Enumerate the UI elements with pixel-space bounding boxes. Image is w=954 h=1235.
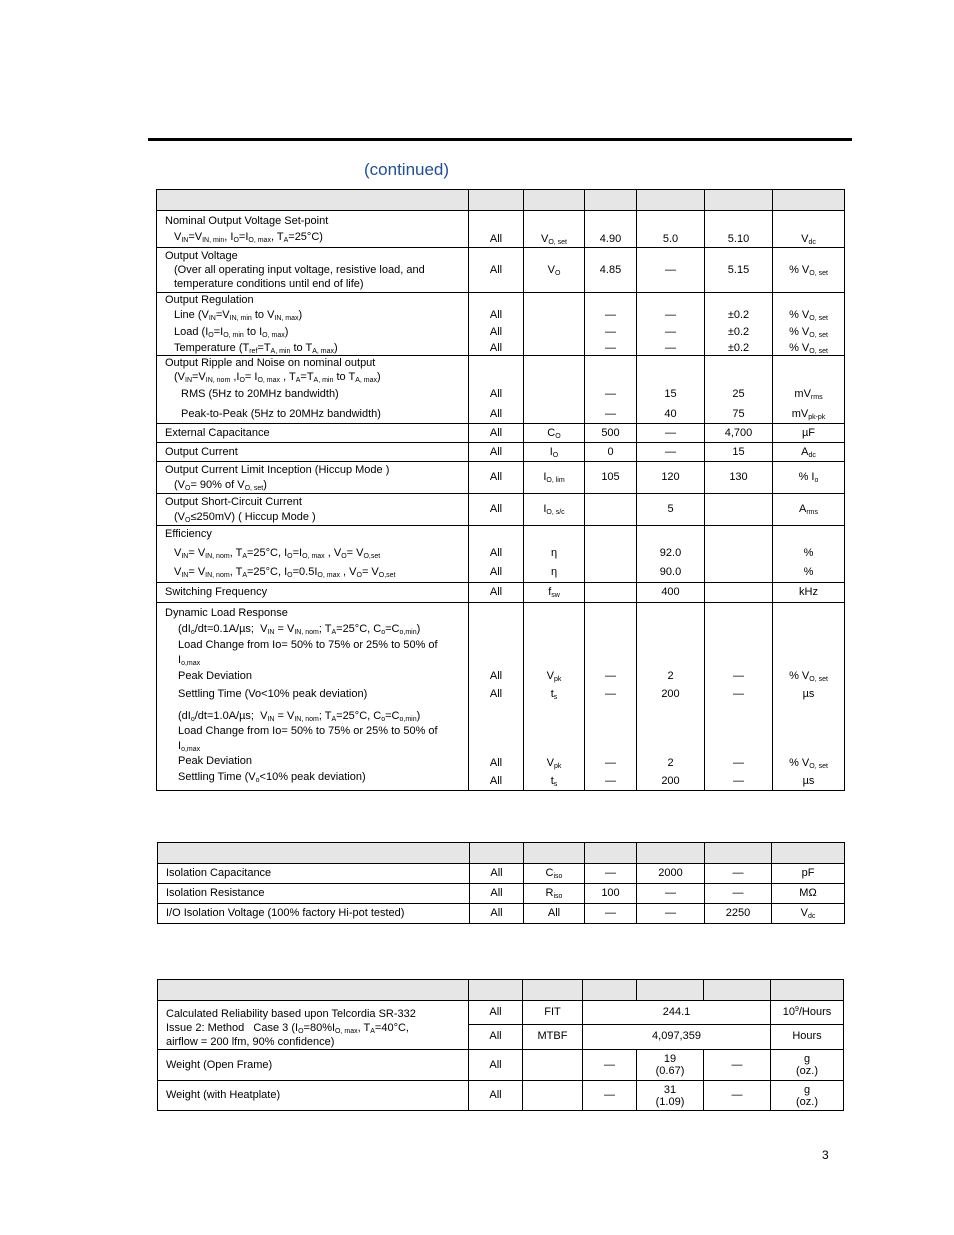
device-cell: All xyxy=(470,864,524,884)
symbol-cell: $C_{iso}$ xyxy=(524,864,585,884)
table-row xyxy=(157,494,845,526)
param-condition: Settling Time (Vo<10% peak deviation) xyxy=(178,688,368,700)
unit-cell: % $V_{O, set}$ xyxy=(789,757,828,770)
top-rule xyxy=(148,138,852,141)
table-row xyxy=(158,1081,844,1111)
typ-cell: — xyxy=(637,248,705,293)
unit-cell: $A_{rms}$ xyxy=(773,494,845,526)
device-cell: All xyxy=(489,757,503,769)
param-condition: Temperature ($T_{ref}=T_{A, min}$ to $T_{A, max}$) xyxy=(174,342,338,355)
unit-grams: g xyxy=(803,1053,811,1065)
param-condition: $V_{IN}= V_{IN, nom}$, $T_A=25^\circ C$, $I_O=0.5I_{O, max}$ , $V_O= V_{O,set}$ xyxy=(174,566,396,579)
symbol-cell: $C_O$ xyxy=(524,424,585,443)
param-condition: Peak Deviation xyxy=(178,755,252,767)
unit-cell: $A_{dc}$ xyxy=(773,443,845,462)
symbol-cell: $I_{O, s/c}$ xyxy=(524,494,585,526)
device-cell: All xyxy=(469,462,524,494)
table-header-row xyxy=(157,190,845,211)
typ-cell: 2 xyxy=(667,757,674,769)
unit-ounces: (oz.) xyxy=(796,1065,818,1077)
min-cell: 105 xyxy=(585,462,637,494)
typ-cell: 120 xyxy=(637,462,705,494)
table-row xyxy=(157,583,845,603)
weight-grams: 31 xyxy=(663,1083,677,1096)
min-cell: — xyxy=(605,326,616,338)
min-cell: — xyxy=(605,388,616,400)
table-row xyxy=(157,462,845,494)
table-row xyxy=(157,211,845,248)
typ-cell xyxy=(637,1050,704,1081)
typ-cell: — xyxy=(665,309,676,321)
table-header-row xyxy=(158,980,844,1001)
max-cell: — xyxy=(733,688,744,700)
min-cell: — xyxy=(605,688,616,700)
param-label: Efficiency xyxy=(165,528,212,540)
device-cell: All xyxy=(489,342,503,354)
table-row xyxy=(157,443,845,462)
min-cell: 0 xyxy=(585,443,637,462)
param-condition: RMS (5Hz to 20MHz bandwidth) xyxy=(181,388,339,400)
max-cell: 4,700 xyxy=(705,424,773,443)
max-cell: 15 xyxy=(705,443,773,462)
max-cell: 5.10 xyxy=(727,233,750,245)
table-row xyxy=(158,1001,844,1025)
param-condition: Issue 2: Method Case 3 ($I_O=80\%I_{O, max}$, $T_A=40^\circ C$, xyxy=(166,1022,409,1035)
typ-cell: — xyxy=(637,424,705,443)
unit-cell: $10^9$/Hours xyxy=(771,1001,844,1025)
unit-cell: $mV_{pk-pk}$ xyxy=(791,408,826,421)
max-cell: 5.15 xyxy=(705,248,773,293)
unit-cell xyxy=(771,1081,844,1111)
min-cell: — xyxy=(605,757,616,769)
device-cell: All xyxy=(469,1081,523,1111)
symbol-cell: All xyxy=(524,904,585,924)
symbol-cell: $t_s$ xyxy=(550,688,558,701)
unit-grams: g xyxy=(803,1083,811,1096)
typ-cell: 90.0 xyxy=(659,566,682,578)
symbol-cell: η xyxy=(550,547,558,559)
table-row xyxy=(158,864,845,884)
table-row xyxy=(157,603,845,791)
param-label: Isolation Capacitance xyxy=(158,864,470,884)
general-spec-table xyxy=(157,979,844,1111)
device-cell: All xyxy=(489,775,503,787)
typ-cell: 5.0 xyxy=(662,233,679,245)
param-label: Dynamic Load Response xyxy=(165,607,288,619)
unit-cell: % $V_{O, set}$ xyxy=(789,309,828,322)
max-cell: — xyxy=(733,670,744,682)
max-cell: — xyxy=(705,864,772,884)
max-cell: — xyxy=(705,884,772,904)
param-condition: $V_{IN}= V_{IN, nom}$, $T_A=25^\circ C$, $I_O=I_{O, max}$ , $V_O= V_{O,set}$ xyxy=(174,547,381,560)
param-label: Weight (Open Frame) xyxy=(158,1050,469,1081)
fit-unit-text: /Hours xyxy=(798,1005,832,1018)
param-condition: Peak Deviation xyxy=(178,670,252,682)
unit-cell: kHz xyxy=(773,583,845,603)
max-cell: 2250 xyxy=(705,904,772,924)
unit-cell: pF xyxy=(772,864,845,884)
max-cell: 130 xyxy=(705,462,773,494)
weight-ounces: (1.09) xyxy=(655,1095,685,1108)
table-row xyxy=(158,1050,844,1081)
min-cell: — xyxy=(605,342,616,354)
device-cell: All xyxy=(489,388,503,400)
max-cell: — xyxy=(733,775,744,787)
device-cell: All xyxy=(470,904,524,924)
param-condition: $I_{o,max}$ xyxy=(178,740,201,753)
typ-cell: — xyxy=(637,884,705,904)
device-cell: All xyxy=(469,443,524,462)
device-cell: All xyxy=(470,884,524,904)
symbol-cell: $I_O$ xyxy=(524,443,585,462)
max-cell: ±0.2 xyxy=(727,326,750,338)
param-condition: temperature conditions until end of life) xyxy=(174,278,364,290)
symbol-cell: η xyxy=(550,566,558,578)
load-label: Load xyxy=(174,326,199,338)
max-cell: 75 xyxy=(732,408,745,420)
table-row xyxy=(157,248,845,293)
symbol-cell: $t_s$ xyxy=(550,775,558,788)
symbol-cell: FIT xyxy=(523,1001,583,1025)
output-spec-table xyxy=(156,189,845,791)
param-condition: ($dI_o/dt=0.1A/\mu s$; $V_{IN} = V_{IN, nom}$; $T_A=25^\circ C$, $C_o=C_{o,min}$) xyxy=(178,623,421,636)
min-cell: 4.90 xyxy=(599,233,622,245)
typ-cell: 92.0 xyxy=(659,547,682,559)
param-condition: Peak-to-Peak (5Hz to 20MHz bandwidth) xyxy=(181,408,381,420)
param-condition: Load Change from Io= 50% to 75% or 25% to 50% of xyxy=(178,639,438,651)
min-cell: — xyxy=(605,775,616,787)
unit-cell: MΩ xyxy=(772,884,845,904)
typ-cell: — xyxy=(665,342,676,354)
unit-cell: % xyxy=(803,566,814,578)
typ-cell xyxy=(637,1081,704,1111)
table-row xyxy=(158,884,845,904)
device-cell: All xyxy=(489,408,503,420)
unit-cell: % xyxy=(803,547,814,559)
symbol-cell: $I_{O, lim}$ xyxy=(524,462,585,494)
param-label: Output Current xyxy=(157,443,469,462)
table-header-row xyxy=(158,843,845,864)
min-cell: — xyxy=(605,309,616,321)
max-cell: ±0.2 xyxy=(727,309,750,321)
symbol-cell: $f_{sw}$ xyxy=(524,583,585,603)
min-cell: — xyxy=(583,1081,637,1111)
typ-cell: — xyxy=(637,904,705,924)
unit-ounces: (oz.) xyxy=(796,1095,818,1108)
value-cell: 244.1 xyxy=(583,1001,771,1025)
param-condition: airflow = 200 lfm, 90% confidence) xyxy=(166,1036,335,1048)
param-label: Weight (with Heatplate) xyxy=(158,1081,469,1111)
unit-cell: % $V_{O, set}$ xyxy=(789,326,828,339)
weight-grams: 19 xyxy=(663,1053,677,1065)
unit-cell: $V_{dc}$ xyxy=(772,904,845,924)
unit-cell: % $V_{O, set}$ xyxy=(789,670,828,683)
unit-cell: $V_{dc}$ xyxy=(801,233,816,246)
param-label: Nominal Output Voltage Set-point xyxy=(165,215,329,227)
min-cell: 4.85 xyxy=(585,248,637,293)
param-condition: $I_{o,max}$ xyxy=(178,654,201,667)
typ-cell: 15 xyxy=(664,388,677,400)
typ-cell: 5 xyxy=(637,494,705,526)
device-cell: All xyxy=(469,1001,523,1025)
max-cell: — xyxy=(733,757,744,769)
symbol-cell: $V_{pk}$ xyxy=(546,757,562,770)
unit-cell: $mV_{rms}$ xyxy=(794,388,823,401)
device-cell: All xyxy=(489,670,503,682)
unit-cell: % $V_{O, set}$ xyxy=(773,248,845,293)
param-condition: ($V_O= 90\%$ of $V_{O, set}$) xyxy=(174,478,267,492)
unit-cell xyxy=(771,1050,844,1081)
param-condition: $V_{IN}=V_{IN, min}$, $I_O=I_{O, max}$, $T_A=25^\circ C$) xyxy=(174,231,323,244)
device-cell: All xyxy=(489,309,503,321)
min-cell: — xyxy=(605,408,616,420)
param-label: Isolation Resistance xyxy=(158,884,470,904)
param-condition: (Over all operating input voltage, resistive load, and xyxy=(174,264,425,276)
unit-cell: µF xyxy=(773,424,845,443)
device-cell: All xyxy=(469,424,524,443)
device-cell: All xyxy=(489,566,503,578)
symbol-cell: $V_O$ xyxy=(524,248,585,293)
table-row xyxy=(158,904,845,924)
max-cell: — xyxy=(704,1050,771,1081)
min-cell: 500 xyxy=(585,424,637,443)
symbol-cell: $V_{pk}$ xyxy=(546,670,562,683)
param-label: Output Current Limit Inception (Hiccup Mode ) xyxy=(165,463,390,476)
unit-cell: % $V_{O, set}$ xyxy=(789,342,828,355)
device-cell: All xyxy=(469,583,524,603)
param-condition: Line ($V_{IN}=V_{IN, min}$ to $V_{IN, max}$) xyxy=(174,309,303,322)
max-cell: — xyxy=(704,1081,771,1111)
line-label: Line xyxy=(174,309,195,321)
device-cell: All xyxy=(489,233,503,245)
param-label: Output Short-Circuit Current xyxy=(165,495,302,508)
max-cell: 25 xyxy=(732,388,745,400)
typ-cell: 40 xyxy=(664,408,677,420)
section-title-continued: (continued) xyxy=(364,160,450,179)
min-cell: — xyxy=(583,1050,637,1081)
unit-cell: % $I_o$ xyxy=(773,462,845,494)
device-cell: All xyxy=(469,248,524,293)
symbol-cell: $R_{iso}$ xyxy=(524,884,585,904)
unit-cell: µs xyxy=(802,688,815,700)
typ-cell: 2 xyxy=(667,670,674,682)
param-label: Calculated Reliability based upon Telcordia SR-332 xyxy=(166,1008,416,1020)
typ-cell: 200 xyxy=(661,688,680,700)
min-cell: — xyxy=(585,904,637,924)
symbol-cell: MTBF xyxy=(523,1024,583,1049)
min-cell: 100 xyxy=(585,884,637,904)
param-label: I/O Isolation Voltage (100% factory Hi-pot tested) xyxy=(158,904,470,924)
param-condition: $(V_O\le 250mV)$ ( Hiccup Mode ) xyxy=(174,510,316,524)
typ-cell: 400 xyxy=(637,583,705,603)
device-cell: All xyxy=(489,688,503,700)
value-cell: 4,097,359 xyxy=(583,1024,771,1049)
page-number: 3 xyxy=(822,1148,829,1162)
param-label: Output Regulation xyxy=(165,294,254,306)
symbol-cell: $V_{O, set}$ xyxy=(540,233,568,246)
isolation-spec-table xyxy=(157,842,845,924)
param-condition: Load Change from Io= 50% to 75% or 25% to 50% of xyxy=(178,725,438,737)
param-condition: ($V_{IN}=V_{IN, nom}$ $,I_O= I_{O, max}$ , $T_A=T_{A, min}$ to $T_{A, max}$) xyxy=(174,371,381,384)
min-cell: — xyxy=(585,864,637,884)
typ-cell: 200 xyxy=(661,775,680,787)
param-condition: ($dI_o/dt=1.0A/\mu s$; $V_{IN} = V_{IN, nom}$; $T_A=25^\circ C$, $C_o=C_{o,min}$) xyxy=(178,710,421,723)
device-cell: All xyxy=(469,1024,523,1049)
table-row xyxy=(157,526,845,583)
table-row xyxy=(157,356,845,424)
temperature-label: Temperature xyxy=(174,342,236,354)
device-cell: All xyxy=(469,494,524,526)
max-cell: ±0.2 xyxy=(727,342,750,354)
device-cell: All xyxy=(469,1050,523,1081)
min-cell: — xyxy=(605,670,616,682)
unit-cell: µs xyxy=(802,775,815,787)
device-cell: All xyxy=(489,326,503,338)
weight-ounces: (0.67) xyxy=(655,1065,685,1077)
param-label: Output Voltage xyxy=(165,250,238,262)
param-condition: Settling Time ($V_o<10\%$ peak deviation) xyxy=(178,771,366,784)
param-condition: Load ($I_O=I_{O, min}$ to $I_{O, max}$) xyxy=(174,326,289,339)
device-cell: All xyxy=(489,547,503,559)
table-row xyxy=(157,293,845,356)
typ-cell: — xyxy=(665,326,676,338)
param-label: External Capacitance xyxy=(157,424,469,443)
typ-cell: — xyxy=(637,443,705,462)
param-label: Switching Frequency xyxy=(157,583,469,603)
typ-cell: 2000 xyxy=(637,864,705,884)
param-label: Output Ripple and Noise on nominal output xyxy=(165,357,376,369)
table-row xyxy=(157,424,845,443)
unit-cell: Hours xyxy=(771,1024,844,1049)
